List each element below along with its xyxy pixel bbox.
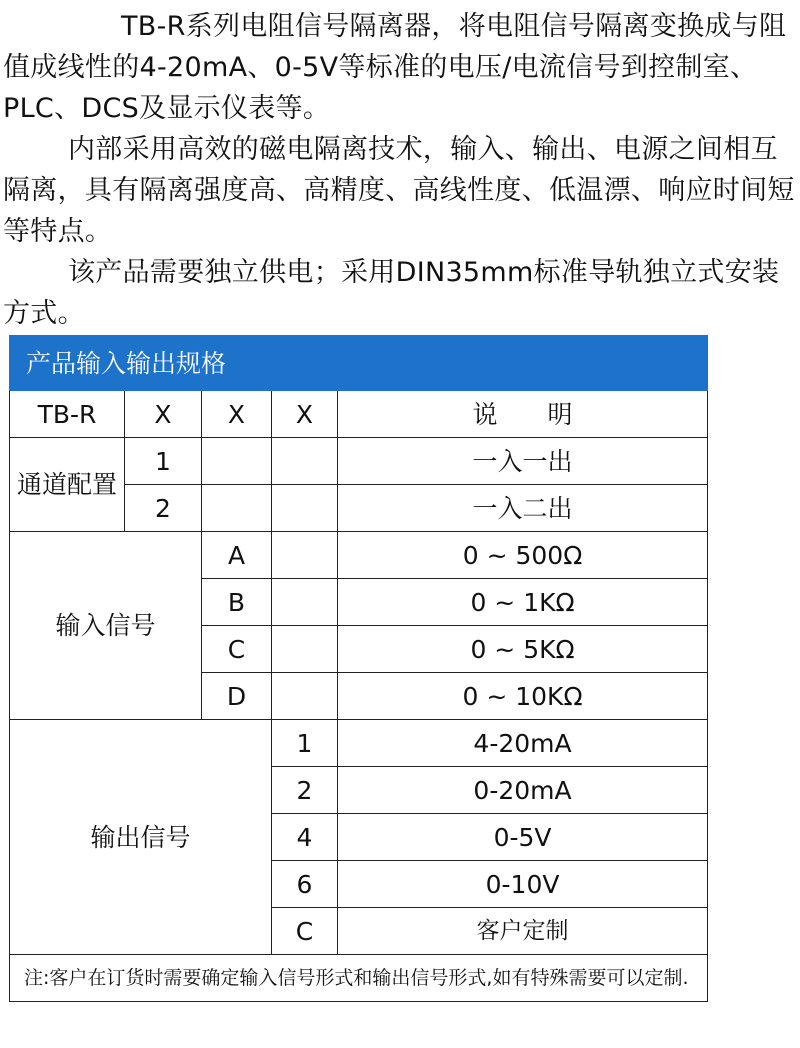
input-signal-label: 输入信号	[10, 532, 202, 720]
empty-cell	[272, 485, 338, 532]
intro-paragraph-2: 内部采用高效的磁电隔离技术，输入、输出、电源之间相互隔离，具有隔离强度高、高精度、高线性度、低温漂、响应时间短等特点。	[3, 134, 795, 247]
table-row	[10, 532, 708, 579]
table-row	[10, 438, 708, 485]
output-desc: 0-20mA	[338, 767, 708, 814]
output-desc: 0-10V	[338, 861, 708, 908]
input-code: D	[202, 673, 272, 720]
empty-cell	[272, 626, 338, 673]
input-desc: 0 ~ 10KΩ	[338, 673, 708, 720]
output-signal-label: 输出信号	[10, 720, 272, 955]
header-x3: X	[272, 391, 338, 438]
output-code: C	[272, 908, 338, 955]
intro-text	[3, 6, 797, 334]
output-code: 1	[272, 720, 338, 767]
output-desc: 客户定制	[338, 908, 708, 955]
table-note: 注:客户在订货时需要确定输入信号形式和输出信号形式,如有特殊需要可以定制.	[10, 955, 708, 1002]
table-title: 产品输入输出规格	[10, 336, 708, 391]
output-desc: 4-20mA	[338, 720, 708, 767]
channel-desc: 一入二出	[338, 485, 708, 532]
input-desc: 0 ~ 5KΩ	[338, 626, 708, 673]
output-code: 2	[272, 767, 338, 814]
channel-code: 1	[125, 438, 202, 485]
spec-table	[9, 335, 708, 1002]
header-x2: X	[202, 391, 272, 438]
output-code: 6	[272, 861, 338, 908]
empty-cell	[272, 532, 338, 579]
channel-config-label: 通道配置	[10, 438, 125, 532]
intro-paragraph-1: TB-R系列电阻信号隔离器，将电阻信号隔离变换成与阻值成线性的4-20mA、0-5V等标准的电压/电流信号到控制室、PLC、DCS及显示仪表等。	[3, 11, 787, 124]
channel-desc: 一入一出	[338, 438, 708, 485]
empty-cell	[272, 579, 338, 626]
header-desc: 说 明	[338, 391, 708, 438]
input-code: A	[202, 532, 272, 579]
output-desc: 0-5V	[338, 814, 708, 861]
input-code: B	[202, 579, 272, 626]
output-code: 4	[272, 814, 338, 861]
empty-cell	[272, 438, 338, 485]
header-row	[10, 391, 708, 438]
input-desc: 0 ~ 1KΩ	[338, 579, 708, 626]
channel-code: 2	[125, 485, 202, 532]
empty-cell	[272, 673, 338, 720]
table-row	[10, 720, 708, 767]
empty-cell	[202, 438, 272, 485]
header-model: TB-R	[10, 391, 125, 438]
input-code: C	[202, 626, 272, 673]
header-x1: X	[125, 391, 202, 438]
input-desc: 0 ~ 500Ω	[338, 532, 708, 579]
empty-cell	[202, 485, 272, 532]
intro-paragraph-3: 该产品需要独立供电；采用DIN35mm标准导轨独立式安装方式。	[3, 257, 780, 329]
